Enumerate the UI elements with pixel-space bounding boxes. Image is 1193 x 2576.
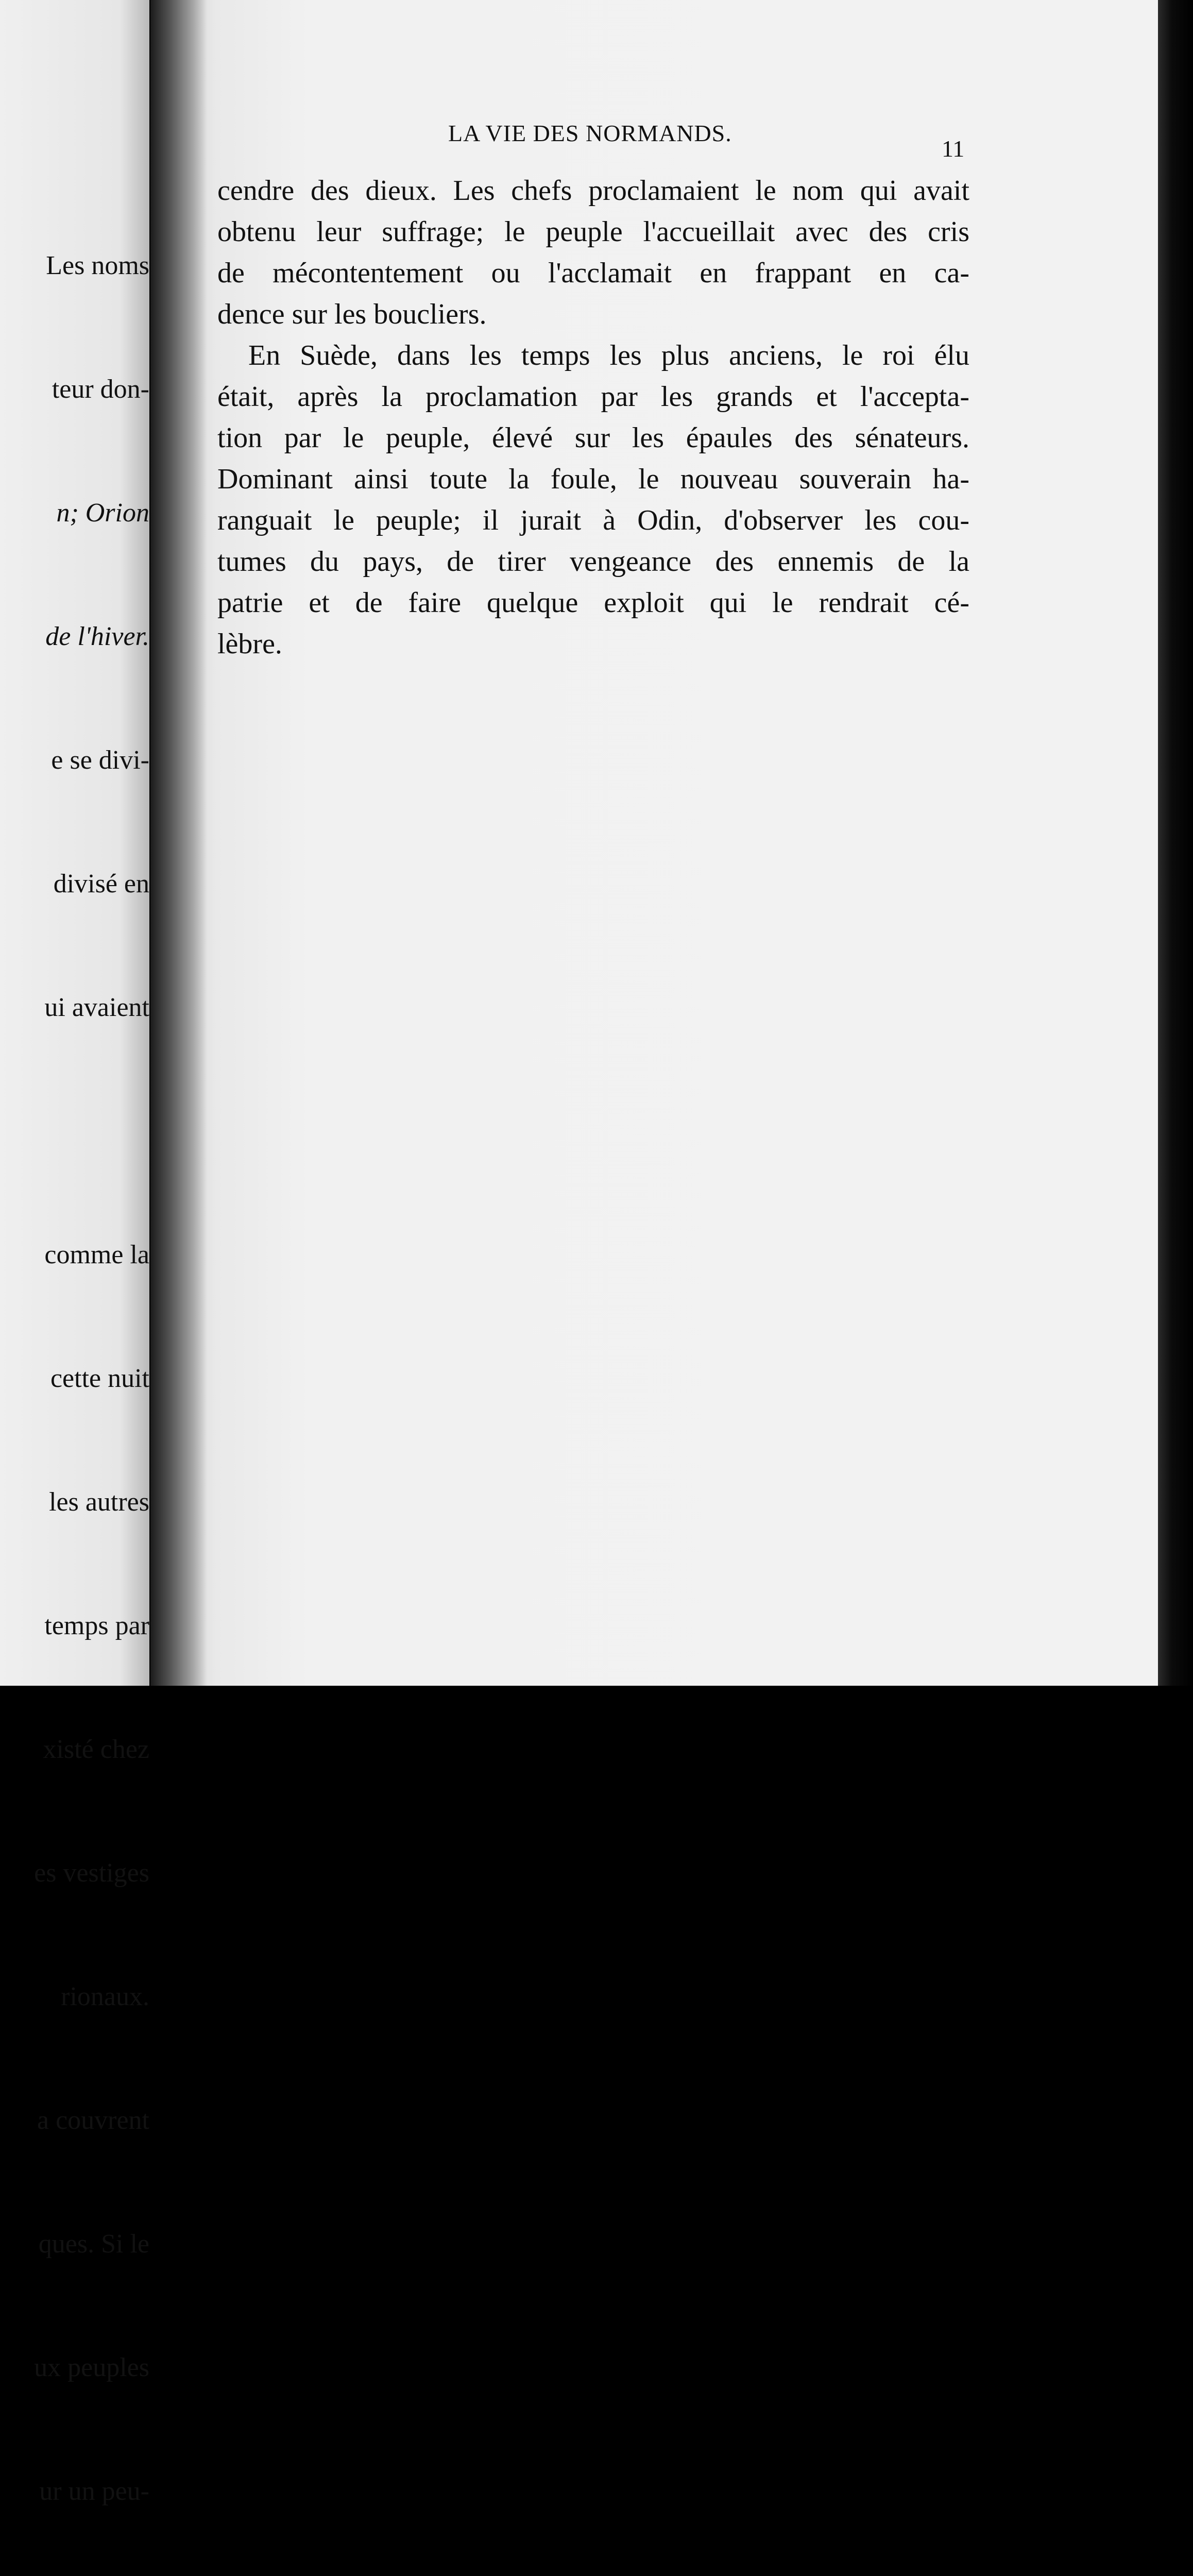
text-line: lèbre. <box>217 628 282 660</box>
text-line: tumes du pays, de tirer vengeance des ennemis de la <box>217 546 969 578</box>
text-line: patrie et de faire quelque exploit qui le rendrait cé- <box>217 587 969 619</box>
left-line: xisté chez <box>43 1735 149 1764</box>
left-line: ur un peu- <box>39 2477 149 2506</box>
text-line: tion par le peuple, élevé sur les épaules des sénateurs. <box>217 422 969 454</box>
book-gutter <box>150 0 207 1686</box>
left-line: teur don- <box>52 375 149 404</box>
left-line <box>0 1111 149 1152</box>
text-line: obtenu leur suffrage; le peuple l'accueillait avec des cris <box>217 216 969 248</box>
page-number: 11 <box>942 135 965 162</box>
text-line: Dominant ainsi toute la foule, le nouveau souverain ha- <box>217 463 969 495</box>
left-line: temps par <box>44 1611 149 1640</box>
left-line: ux peuples <box>34 2353 149 2382</box>
left-line: de l'hiver. <box>45 622 149 651</box>
left-line: a couvrent <box>37 2106 149 2135</box>
text-line: cendre des dieux. Les chefs proclamaient le nom qui avait <box>217 175 969 207</box>
left-line: e se divi- <box>51 745 149 775</box>
body-text <box>217 170 969 665</box>
text-line: ranguait le peuple; il jurait à Odin, d'observer les cou- <box>217 504 969 536</box>
left-line: comme la <box>44 1240 149 1269</box>
text-line: de mécontentement ou l'acclamait en frappant en ca- <box>217 257 969 289</box>
left-line: Les noms <box>46 251 149 280</box>
left-line: n; Orion <box>56 498 149 528</box>
left-line: les autres <box>49 1487 149 1517</box>
left-line: rionaux. <box>61 1982 149 2011</box>
left-line: ui avaient <box>44 993 149 1022</box>
left-line: cette nuit <box>50 1364 149 1393</box>
left-page-text <box>0 163 149 2576</box>
left-line: ques. Si le <box>38 2229 149 2259</box>
running-title: LA VIE DES NORMANDS. <box>448 120 732 146</box>
left-page-fragment <box>0 0 149 2506</box>
text-line: dence sur les boucliers. <box>217 298 487 330</box>
page-edge <box>1158 0 1193 1686</box>
left-line: es vestiges <box>34 1858 149 1888</box>
left-line: divisé en <box>53 869 149 899</box>
text-line: En Suède, dans les temps les plus anciens, le roi élu <box>248 340 969 371</box>
text-line: était, après la proclamation par les grands et l'accepta- <box>217 381 969 413</box>
